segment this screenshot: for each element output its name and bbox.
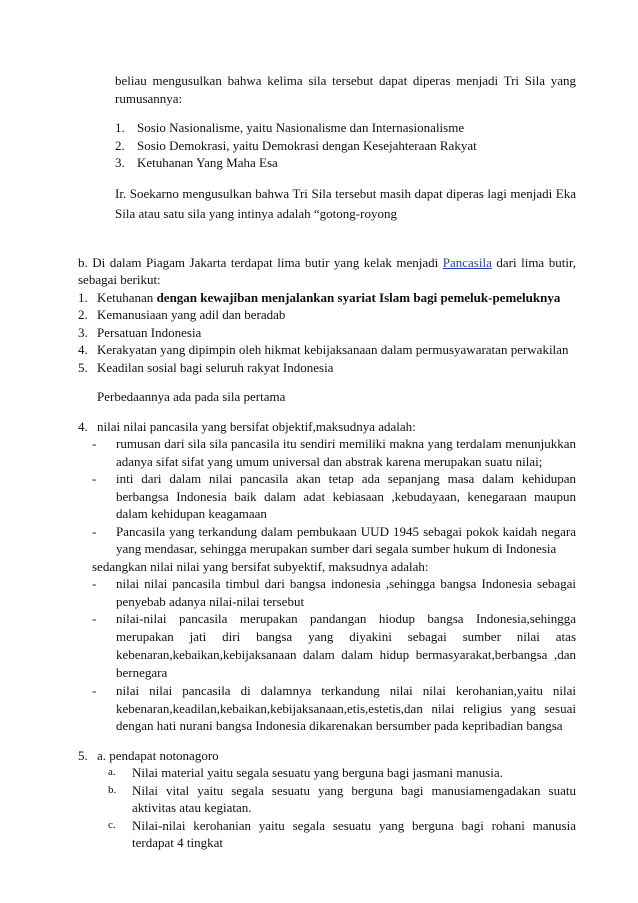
list-item: 1. Sosio Nasionalisme, yaitu Nasionalisme dan Internasionalisme bbox=[115, 120, 465, 135]
subjective-values-list bbox=[78, 575, 576, 735]
piagam-jakarta-intro: b. Di dalam Piagam Jakarta terdapat lima butir yang kelak menjadi Pancasila dari lima butir, sebagai berikut: bbox=[78, 254, 576, 287]
list-item: - nilai-nilai pancasila merupakan pandangan hiodup bangsa Indonesia,sehingga merupakan jati diri bangsa yang diyakini sebagai sumber nilai atas kebenaran,kebaikan,kebijaksanaan dalam dalam hidup bermasyarakat,berbangsa ,dan bernegara bbox=[92, 611, 576, 680]
subjective-heading: sedangkan nilai nilai yang bersifat subyektif, maksudnya adalah: bbox=[92, 558, 429, 574]
list-item: 1. Ketuhanan dengan kewajiban menjalankan syariat Islam bagi pemeluk-pemeluknya bbox=[78, 289, 561, 305]
notonagoro-list bbox=[78, 764, 576, 852]
list-item: - rumusan dari sila sila pancasila itu sendiri memiliki makna yang terdalam menunjukkan adanya sifat sifat yang umum universal dan abstrak karena merupakan suatu nilai; bbox=[92, 436, 576, 469]
objective-values-list bbox=[78, 435, 576, 558]
list-item: - nilai nilai pancasila di dalamnya terkandung nilai nilai kerohanian,yaitu nilai kebenaran,keadilan,kebaikan,kebijaksanaan,etis,estetis,dan nilai religius yang sesuai dengan hati nurani bangsa Indonesia dikarenakan bersumber pada kepribadian bangsa bbox=[92, 683, 576, 733]
document-page bbox=[78, 72, 576, 852]
list-item: 5. Keadilan sosial bagi seluruh rakyat Indonesia bbox=[78, 359, 334, 375]
list-item: b. Nilai vital yaitu segala sesuatu yang berguna bagi manusiamengadakan suatu aktivitas atau kegiatan. bbox=[108, 782, 576, 815]
list-item: - inti dari dalam nilai pancasila akan tetap ada sepanjang masa dalam kehidupan berbangsa Indonesia baik dalam adat kebiasaan ,kebudayaan, kenegaraan maupun dalam kehidupan keagamaan bbox=[92, 471, 576, 521]
difference-note: Perbedaannya ada pada sila pertama bbox=[97, 389, 286, 404]
list-item: - Pancasila yang terkandung dalam pembukaan UUD 1945 sebagai pokok kaidah negara yang mendasar, sehingga merupakan sumber dari segala sumber hukum di Indonesia bbox=[92, 523, 576, 556]
pancasila-link[interactable]: Pancasila bbox=[442, 254, 492, 270]
list-item: 2. Kemanusiaan yang adil dan beradab bbox=[78, 307, 286, 322]
tri-sila-intro: beliau mengusulkan bahwa kelima sila tersebut dapat diperas menjadi Tri Sila yang rumusannya: bbox=[115, 73, 576, 106]
list-item: 3. Ketuhanan Yang Maha Esa bbox=[115, 155, 278, 170]
piagam-jakarta-list bbox=[78, 289, 576, 377]
section-5 bbox=[78, 747, 576, 765]
list-item: 4. Kerakyatan yang dipimpin oleh hikmat kebijaksanaan dalam permusyawaratan perwakilan bbox=[78, 342, 569, 357]
tri-sila-list bbox=[78, 119, 576, 172]
section-4 bbox=[78, 418, 576, 436]
list-item: a. Nilai material yaitu segala sesuatu yang berguna bagi jasmani manusia. bbox=[108, 765, 503, 780]
list-item: 3. Persatuan Indonesia bbox=[78, 324, 202, 340]
list-item: - nilai nilai pancasila timbul dari bangsa indonesia ,sehingga bangsa Indonesia sebagai penyebab adanya nilai-nilai tersebut bbox=[92, 576, 576, 609]
section-5-heading: 5. a. pendapat notonagoro bbox=[78, 747, 219, 763]
section-4-heading: 4. nilai nilai pancasila yang bersifat objektif,maksudnya adalah: bbox=[78, 418, 416, 434]
eka-sila-paragraph: Ir. Soekarno mengusulkan bahwa Tri Sila tersebut masih dapat diperas lagi menjadi Eka Sila atau satu sila yang intinya adalah “gotong-royong bbox=[115, 185, 576, 221]
list-item: 2. Sosio Demokrasi, yaitu Demokrasi dengan Kesejahteraan Rakyat bbox=[115, 137, 477, 153]
list-item: c. Nilai-nilai kerohanian yaitu segala sesuatu yang berguna bagi rohani manusia terdapat 4 tingkat bbox=[108, 817, 576, 850]
